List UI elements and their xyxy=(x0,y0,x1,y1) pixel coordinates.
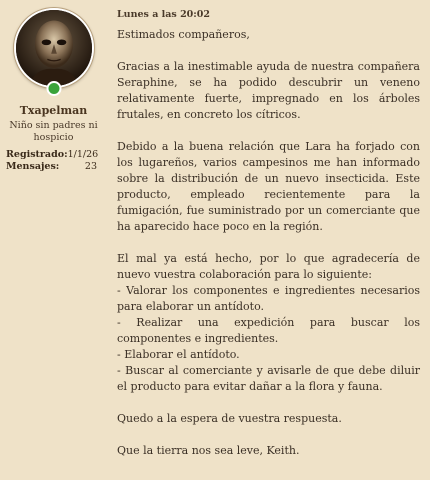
post-paragraph-1: Gracias a la inestimable ayuda de nuestra compañera Seraphine, se ha podido descubrir un veneno relativamente fuerte, impregnado en los árboles frutales, en concreto los cítricos. xyxy=(117,60,420,121)
avatar-wrapper xyxy=(14,8,94,88)
stat-value: 23 xyxy=(84,161,97,172)
list-item: - Elaborar el antídoto. xyxy=(117,348,240,361)
stat-value: 1/1/26 xyxy=(67,149,99,160)
list-item: - Realizar una expedición para buscar los componentes e ingredientes. xyxy=(117,316,420,345)
avatar[interactable] xyxy=(14,8,94,88)
author-rank: Niño sin padres ni hospicio xyxy=(9,120,98,143)
post-date: Lunes a las 20:02 xyxy=(117,9,211,20)
post-greeting: Estimados compañeros, xyxy=(117,28,250,41)
stat-messages xyxy=(4,161,103,173)
online-status-icon xyxy=(46,81,61,96)
avatar-portrait-icon xyxy=(16,10,92,86)
list-item: - Buscar al comerciante y avisarle de que debe diluir el producto para evitar dañar a la flora y fauna. xyxy=(117,364,420,393)
stat-label: Registrado: xyxy=(6,149,68,160)
post-closing-1: Quedo a la espera de vuestra respuesta. xyxy=(117,412,342,425)
post-body xyxy=(117,27,420,459)
author-sidebar xyxy=(0,0,107,480)
stat-label: Mensajes: xyxy=(6,161,60,172)
post-content xyxy=(107,0,430,480)
post-closing-2: Que la tierra nos sea leve, Keith. xyxy=(117,444,300,457)
list-item: - Valorar los componentes e ingredientes necesarios para elaborar un antídoto. xyxy=(117,284,420,313)
stat-registered xyxy=(4,149,103,161)
author-stats xyxy=(4,149,103,173)
post-paragraph-3-intro: El mal ya está hecho, por lo que agradecería de nuevo vuestra colaboración para lo siguiente: xyxy=(117,252,420,281)
author-username[interactable]: Txapelman xyxy=(19,104,88,117)
post-paragraph-2: Debido a la buena relación que Lara ha forjado con los lugareños, varios campesinos me han informado sobre la distribución de un nuevo insecticida. Este producto, empleado recientemente para la fumigación, fue suministrado por un comerciante que ha aparecido hace poco en la región. xyxy=(117,140,420,233)
